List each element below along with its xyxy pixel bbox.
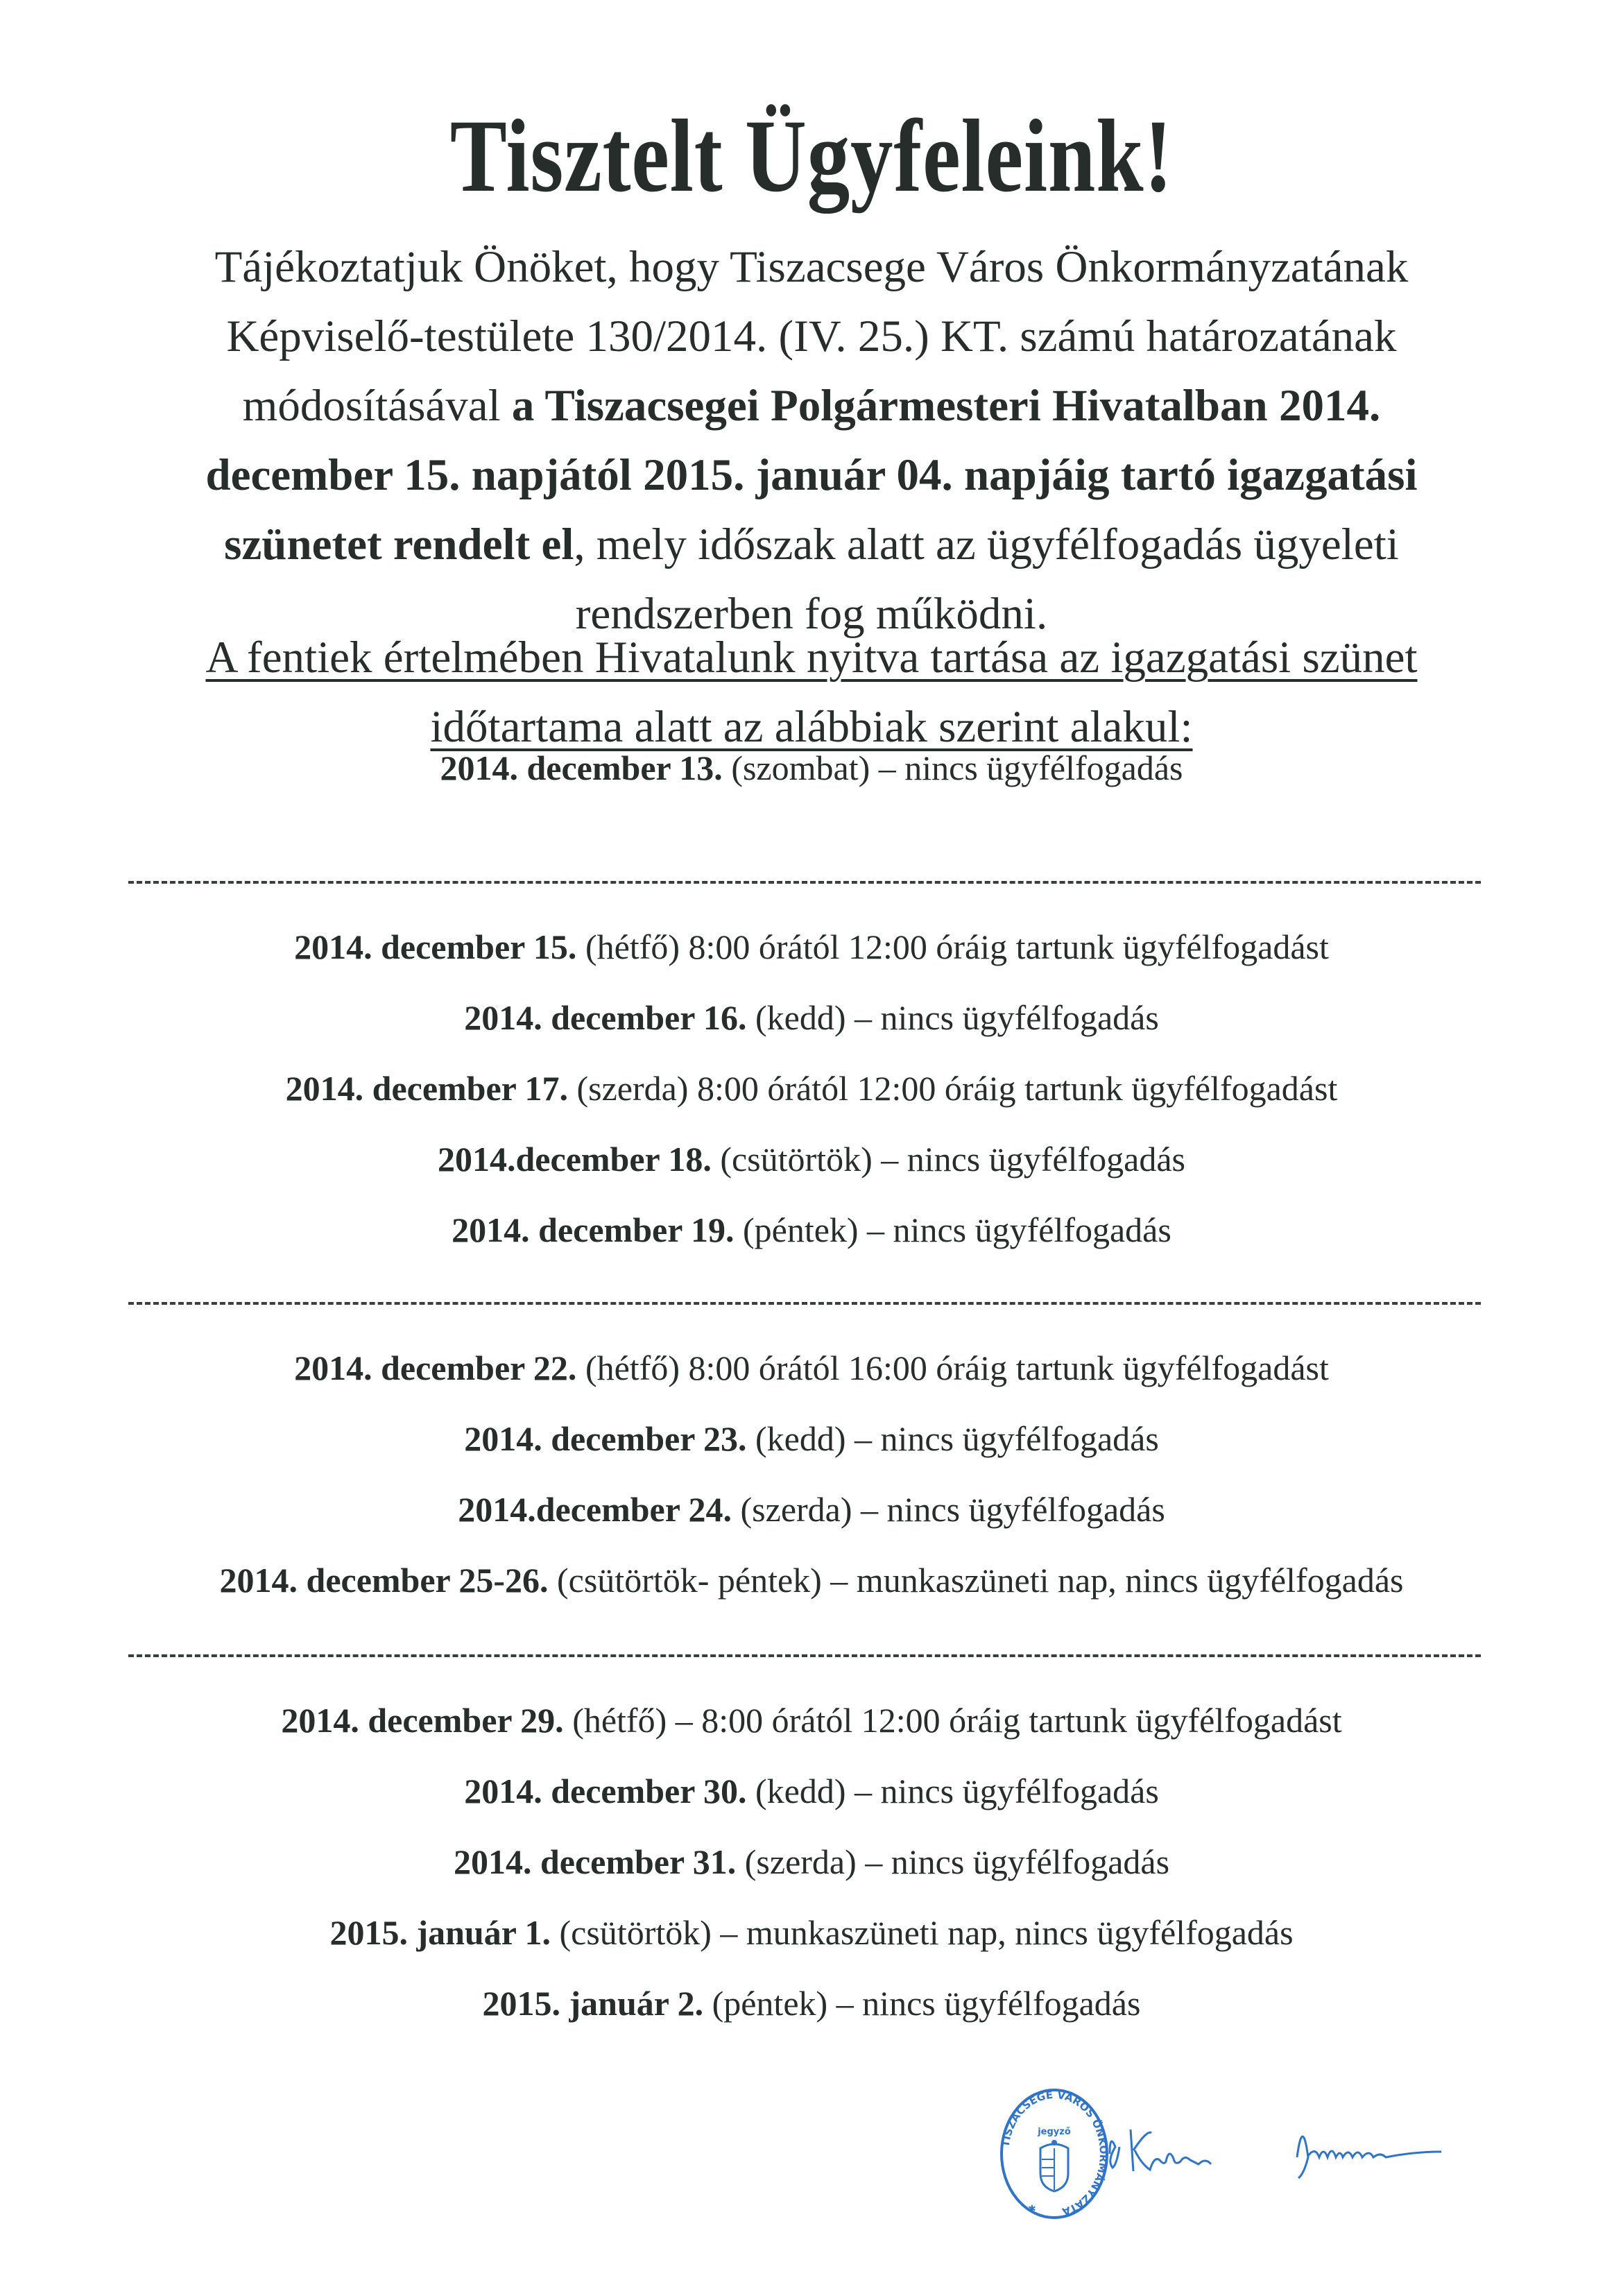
schedule-item [69, 1841, 1554, 1883]
schedule-date: 2015. január 2. [482, 1984, 704, 2023]
schedule-date: 2014. december 17. [285, 1069, 568, 1108]
schedule-date: 2014. december 23. [464, 1419, 747, 1458]
schedule-date: 2014. december 13. [440, 748, 723, 787]
schedule-detail: (szerda) 8:00 órától 12:00 óráig tartunk ügyfélfogadást [567, 1069, 1338, 1108]
page-title: Tisztelt Ügyfeleink! [449, 98, 1174, 214]
schedule-detail: (kedd) – nincs ügyfélfogadás [746, 1419, 1159, 1458]
schedule-date: 2014. december 30. [464, 1772, 747, 1810]
intro-line [160, 510, 1463, 579]
schedule-date: 2014. december 29. [281, 1701, 564, 1740]
dashed-divider [128, 1302, 1481, 1305]
intro-line: Képviselő-testülete 130/2014. (IV. 25.) KT. számú határozatának [226, 311, 1397, 361]
schedule-date: 2014. december 19. [452, 1210, 735, 1249]
schedule-detail: (csütörtök) – nincs ügyfélfogadás [711, 1140, 1185, 1179]
intro-line: rendszerben fog működni. [575, 589, 1048, 639]
schedule-item [69, 1489, 1554, 1530]
schedule-detail: (szerda) – nincs ügyfélfogadás [732, 1490, 1165, 1529]
schedule-date: 2014.december 24. [458, 1490, 732, 1529]
schedule-detail: (csütörtök) – munkaszüneti nap, nincs ügyfélfogadás [551, 1913, 1294, 1952]
notice-line: A fentiek értelmében Hivatalunk nyitva tartása az igazgatási szünet [205, 633, 1418, 683]
schedule-item [69, 926, 1554, 968]
schedule-detail: (péntek) – nincs ügyfélfogadás [703, 1984, 1141, 2023]
intro-line [160, 371, 1463, 440]
schedule-date: 2014.december 18. [438, 1140, 712, 1179]
schedule-detail: (csütörtök- péntek) – munkaszüneti nap, nincs ügyfélfogadás [548, 1561, 1404, 1600]
signature [1103, 2116, 1574, 2199]
opening-hours-notice [160, 623, 1463, 762]
intro-line [160, 440, 1463, 510]
schedule-detail: (hétfő) 8:00 órától 12:00 óráig tartunk ügyfélfogadást [576, 927, 1329, 966]
intro-bold-text: december 15. napjától 2015. január 04. napjáig tartó igazgatási [205, 450, 1418, 500]
intro-line: Tájékoztatjuk Önöket, hogy Tiszacsege Város Önkormányzatának [214, 242, 1409, 292]
schedule-date: 2014. december 16. [464, 998, 747, 1037]
intro-text: módosításával [242, 381, 512, 431]
schedule-item [69, 1068, 1554, 1109]
notice-line: időtartama alatt az alábbiak szerint alakul: [430, 702, 1193, 752]
schedule-detail: (kedd) – nincs ügyfélfogadás [746, 998, 1159, 1037]
dashed-divider [128, 1654, 1481, 1657]
schedule-date: 2014. december 31. [453, 1842, 737, 1881]
dashed-divider [128, 881, 1481, 884]
signature-stroke [1131, 2130, 1211, 2171]
schedule-item [69, 1912, 1554, 1953]
schedule-detail: (szombat) – nincs ügyfélfogadás [722, 748, 1183, 787]
official-stamp [999, 2084, 1110, 2223]
intro-paragraph [160, 232, 1463, 649]
schedule-item [69, 1559, 1554, 1601]
schedule-detail: (hétfő) – 8:00 órától 12:00 óráig tartunk ügyfélfogadást [563, 1701, 1342, 1740]
schedule-item [69, 1209, 1554, 1251]
schedule-date: 2014. december 25-26. [219, 1561, 549, 1600]
star-icon: ✱ [1028, 2204, 1036, 2215]
schedule-item [69, 1418, 1554, 1459]
schedule-item [69, 1982, 1554, 2024]
schedule-detail: (péntek) – nincs ügyfélfogadás [734, 1210, 1171, 1249]
signature-stroke [1110, 2141, 1119, 2168]
signature-stroke [1297, 2136, 1441, 2178]
schedule-item [69, 997, 1554, 1038]
schedule-date: 2015. január 1. [329, 1913, 551, 1952]
schedule-date: 2014. december 22. [294, 1348, 577, 1387]
coat-of-arms-icon [1040, 2140, 1068, 2191]
schedule-detail: (hétfő) 8:00 órától 16:00 óráig tartunk ügyfélfogadást [576, 1348, 1329, 1387]
schedule-item [69, 1770, 1554, 1812]
schedule-date: 2014. december 15. [294, 927, 577, 966]
intro-bold-text: a Tiszacsegei Polgármesteri Hivatalban 2014. [511, 381, 1381, 431]
intro-bold-text: szünetet rendelt el [224, 520, 574, 569]
schedule-detail: (kedd) – nincs ügyfélfogadás [746, 1772, 1159, 1810]
schedule-item [69, 1347, 1554, 1389]
schedule-detail: (szerda) – nincs ügyfélfogadás [736, 1842, 1170, 1881]
schedule-item [69, 747, 1554, 789]
stamp-ring-text: TISZACSEGE VÁROS ÖNKORMÁNYZATA [999, 2088, 1110, 2218]
schedule-item [69, 1138, 1554, 1180]
schedule-item [69, 1699, 1554, 1741]
stamp-center-text: jegyző [1038, 2127, 1071, 2137]
intro-text: , mely időszak alatt az ügyfélfogadás ügyeleti [574, 520, 1399, 569]
